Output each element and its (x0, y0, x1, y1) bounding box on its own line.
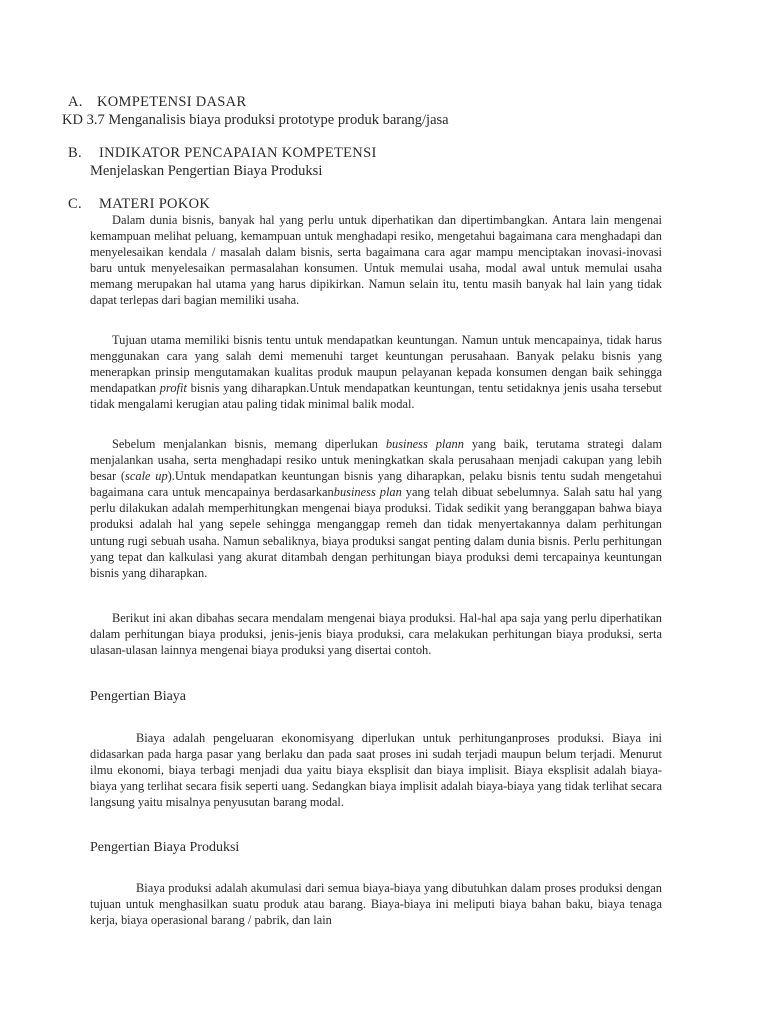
indicator-text: Menjelaskan Pengertian Biaya Produksi (90, 163, 323, 179)
paragraph-4-text: Berikut ini akan dibahas secara mendalam mengenai biaya produksi. Hal-hal apa saja yang perlu diperhatikan dalam perhitungan biaya produksi, jenis-jenis biaya produksi, cara melakukan perhitungan biaya produksi, serta ulasan-ulasan lainnya mengenai biaya produksi yang disertai contoh. (90, 611, 662, 658)
paragraph-2-text-b: bisnis yang diharapkan.Untuk mendapatkan keuntungan, tentu setidaknya jenis usaha tersebut tidak mengalami kerugian atau paling tidak minimal balik modal. (90, 381, 662, 412)
section-a-title: KOMPETENSI DASAR (97, 94, 247, 110)
kd-statement: KD 3.7 Menganalisis biaya produksi prototype produk barang/jasa (62, 112, 449, 128)
paragraph-3-italic-3: business plan (333, 485, 402, 500)
paragraph-2 (90, 332, 662, 412)
section-a-letter: A. (68, 94, 83, 110)
paragraph-3-text-c: ).Untuk mendapatkan keuntungan bisnis yang diharapkan, pelaku bisnis tentu sudah mengetahui bagaimana cara untuk mencapainya berdasarkan (90, 469, 662, 500)
paragraph-3-text-b: yang baik, terutama strategi dalam menjalankan usaha, serta menghadapi resiko untuk meningkatkan skala perusahaan menjadi cakupan yang lebih besar ( (90, 437, 663, 484)
paragraph-4 (90, 610, 662, 658)
paragraph-3-italic-1: business plann (385, 437, 464, 451)
paragraph-2-italic: profit (159, 381, 187, 396)
paragraph-1-text: Dalam dunia bisnis, banyak hal yang perlu untuk diperhatikan dan dipertimbangkan. Antara lain mengenai kemampuan melihat peluang, kemampuan untuk menghadapi resiko, mengetahui bagaimana cara menghadapi dan menyelesaikan kendala / masalah dalam bisnis, serta bagaimana cara agar mampu menciptakan inovasi-inovasi baru untuk menyelesaikan permasalahan konsumen. Untuk memulai usaha, modal awal untuk memulai usaha memang merupakan hal utama yang harus dipikirkan. Namun selain itu, tentu masih banyak hal lain yang tidak dapat terlepas dari bagian memiliki usaha. (90, 213, 662, 308)
paragraph-3 (90, 436, 662, 581)
paragraph-3-italic-2: scale up (125, 469, 168, 484)
pengertian-biaya-heading: Pengertian Biaya (90, 689, 187, 704)
paragraph-3-text-a: Sebelum menjalankan bisnis, memang diperlukan (112, 437, 386, 451)
section-c-letter: C. (68, 196, 82, 212)
paragraph-3-text-d: yang telah dibuat sebelumnya. Salah satu hal yang perlu dilakukan adalah memperhitungkan mengenai biaya produksi. Tidak sedikit yang beranggapan bahwa biaya produksi adalah hal yang sepele sehingga menganggap remeh dan tidak menyertakannya dalam perhitungan untung rugi sebuah usaha. Namun sebaliknya, biaya produksi sangat penting dalam dunia bisnis. Perlu perhitungan yang tepat dan kalkulasi yang akurat ditambah dengan perhitungan biaya produksi demi tercapainya keuntungan bisnis yang diharapkan. (90, 485, 662, 580)
pengertian-biaya-produksi-text: Biaya produksi adalah akumulasi dari semua biaya-biaya yang dibutuhkan dalam proses produksi dengan tujuan untuk menghasilkan suatu produk atau barang. Biaya-biaya ini meliputi biaya bahan baku, biaya tenaga kerja, biaya operasional barang / pabrik, dan lain (90, 881, 662, 928)
paragraph-2-text-a: Tujuan utama memiliki bisnis tentu untuk mendapatkan keuntungan. Namun untuk mencapainya, tidak harus menggunakan cara yang salah demi memenuhi target keuntungan perusahaan. Banyak pelaku bisnis yang menerapkan prinsip mengutamakan kualitas produk maupun pelayanan kepada konsumen dengan baik sehingga mendapatkan (90, 333, 662, 396)
pengertian-biaya-produksi-heading: Pengertian Biaya Produksi (90, 840, 240, 855)
section-c-title: MATERI POKOK (99, 196, 211, 212)
pengertian-biaya-text: Biaya adalah pengeluaran ekonomisyang diperlukan untuk perhitunganproses produksi. Biaya ini didasarkan pada harga pasar yang berlaku dan pada saat proses ini sudah terjadi maupun belum terjadi. Menurut ilmu ekonomi, biaya terbagi menjadi dua yaitu biaya eksplisit dan biaya implisit. Biaya eksplisit adalah biaya-biaya yang terlihat secara fisik seperti uang. Sedangkan biaya implisit adalah biaya-biaya yang tidak terlihat secara langsung yaitu misalnya penyusutan barang modal. (90, 731, 662, 810)
paragraph-1 (90, 212, 662, 309)
section-b-letter: B. (68, 145, 82, 161)
section-b-title: INDIKATOR PENCAPAIAN KOMPETENSI (99, 145, 377, 161)
pengertian-biaya-produksi-paragraph (90, 880, 662, 928)
pengertian-biaya-paragraph (90, 730, 662, 810)
